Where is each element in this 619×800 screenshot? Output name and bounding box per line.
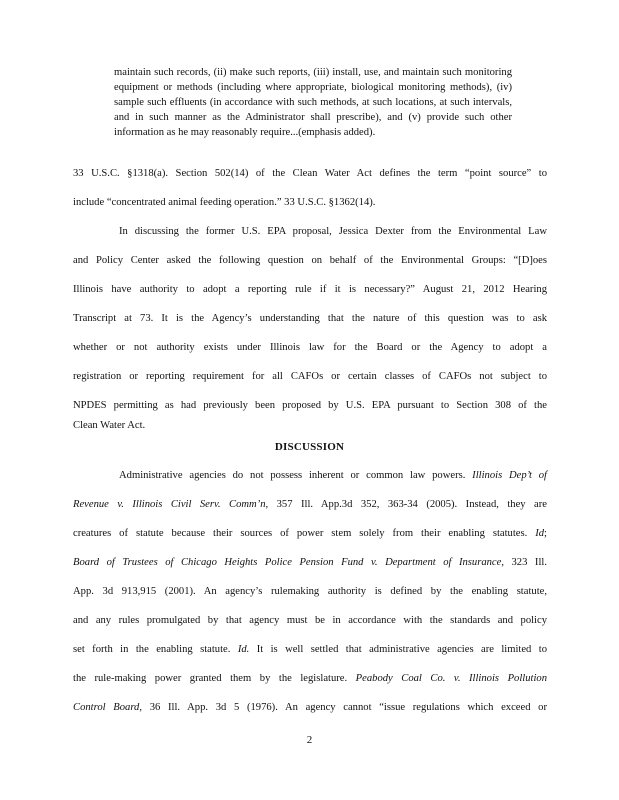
case-name: Board of Trustees of Chicago Heights Police Pension Fund v. Department of Insurance bbox=[73, 557, 502, 568]
para3-line4 bbox=[73, 557, 547, 568]
para3-line8 bbox=[73, 673, 547, 684]
case-name: Revenue v. Illinois Civil Serv. Comm’n bbox=[73, 499, 266, 510]
para3-line1 bbox=[73, 470, 547, 481]
para2-line8: Clean Water Act. bbox=[73, 420, 146, 431]
page-number: 2 bbox=[306, 734, 313, 746]
case-name: Illinois Dep’t of bbox=[472, 470, 547, 481]
para3-line2 bbox=[73, 499, 547, 510]
text: Administrative agencies do not possess inherent or common law powers. bbox=[119, 470, 473, 481]
block-quote: maintain such records, (ii) make such reports, (iii) install, use, and maintain such monitoring equipment or methods (including where appropriate, biological monitoring methods), (iv) sample such effluents (in accordance with such methods, at such locations, at such intervals, and in such manner as the Administrator shall prescribe), and (v) provide such other information as he may reasonably require...(emphasis added). bbox=[114, 67, 512, 138]
para1-line1: 33 U.S.C. §1318(a). Section 502(14) of the Clean Water Act defines the term “point source” to bbox=[73, 168, 547, 179]
text: , 357 Ill. App.3d 352, 363-34 (2005). Instead, they are bbox=[265, 499, 547, 510]
text: , 323 Ill. bbox=[501, 557, 547, 568]
para2-line6: registration or reporting requirement for all CAFOs or certain classes of CAFOs not subject to bbox=[73, 371, 547, 382]
para3-line9 bbox=[73, 702, 547, 713]
para3-line7 bbox=[73, 644, 547, 655]
para2-line2: and Policy Center asked the following question on behalf of the Environmental Groups: “[D]oes bbox=[73, 255, 547, 266]
text: set forth in the enabling statute. bbox=[73, 644, 238, 655]
para3-line6: and any rules promulgated by that agency must be in accordance with the standards and policy bbox=[73, 615, 547, 626]
para2-line7: NPDES permitting as had previously been proposed by U.S. EPA pursuant to Section 308 of the bbox=[73, 400, 547, 411]
case-name: Control Board bbox=[73, 702, 140, 713]
para2-line4: Transcript at 73. It is the Agency’s understanding that the nature of this question was to ask bbox=[73, 313, 547, 324]
text: creatures of statute because their sources of power stem solely from their enabling statutes. bbox=[73, 528, 536, 539]
para3-line5: App. 3d 913,915 (2001). An agency’s rulemaking authority is defined by the enabling statute, bbox=[73, 586, 547, 597]
citation-id: Id bbox=[535, 528, 545, 539]
para2-line1: In discussing the former U.S. EPA proposal, Jessica Dexter from the Environmental Law bbox=[119, 226, 547, 237]
text: It is well settled that administrative agencies are limited to bbox=[249, 644, 547, 655]
para2-line5: whether or not authority exists under Illinois law for the Board or the Agency to adopt a bbox=[73, 342, 547, 353]
para3-line3 bbox=[73, 528, 547, 539]
section-heading: DISCUSSION bbox=[274, 441, 345, 453]
text: ; bbox=[544, 528, 547, 539]
para1-line2: include “concentrated animal feeding operation.” 33 U.S.C. §1362(14). bbox=[73, 197, 376, 208]
citation-id: Id. bbox=[237, 644, 250, 655]
case-name: Peabody Coal Co. v. Illinois Pollution bbox=[355, 673, 547, 684]
para2-line3: Illinois have authority to adopt a reporting rule if it is necessary?” August 21, 2012 Hearing bbox=[73, 284, 547, 295]
text: , 36 Ill. App. 3d 5 (1976). An agency cannot “issue regulations which exceed or bbox=[139, 702, 548, 713]
text: the rule-making power granted them by the legislature. bbox=[73, 673, 356, 684]
